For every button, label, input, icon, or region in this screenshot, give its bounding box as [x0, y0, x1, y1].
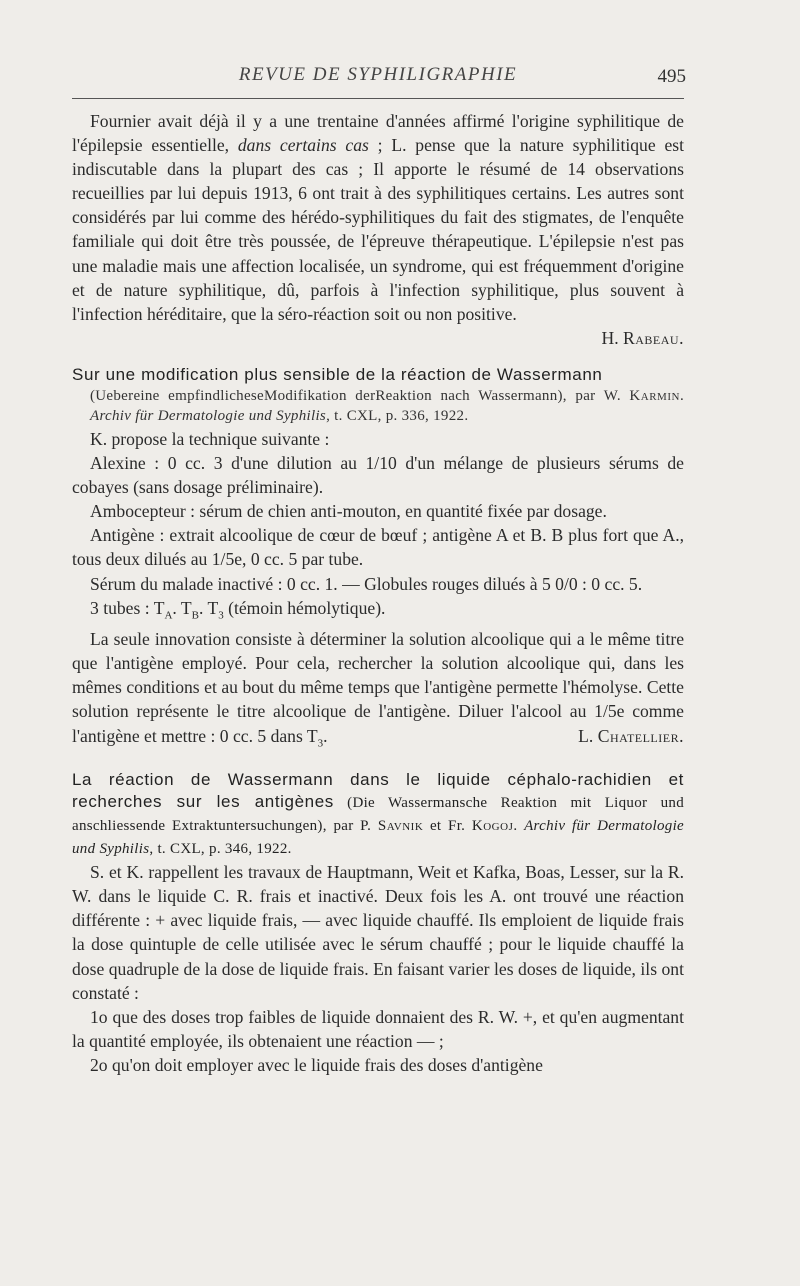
text: (Uebereine empfindlicheseModifikation derReaktion nach Wassermann), par W. [90, 387, 630, 404]
body-text [72, 109, 684, 1077]
text: Fournier avait déjà il y a une trentaine d'années affirmé l'origine syphilitique de l'épilepsie essentielle, [72, 111, 684, 156]
text: 3 tubes : T [90, 597, 165, 618]
paragraph: Alexine : 0 cc. 3 d'une dilution au 1/10 d'un mélange de plusieurs sérums de cobayes (sans dosage préliminaire). [72, 453, 684, 498]
text: . T [198, 597, 219, 618]
paragraph: Sérum du malade inactivé : 0 cc. 1. — Globules rouges dilués à 5 0/0 : 0 cc. 5. [90, 573, 643, 594]
text: . [513, 818, 525, 835]
signature [72, 326, 684, 350]
subscript: 3 [218, 609, 224, 622]
signature-initial: L. [578, 725, 598, 746]
paragraph: Antigène : extrait alcoolique de cœur de bœuf ; antigène A et B. B plus fort que A., tous deux dilués au 1/5e, 0 cc. 5 par tube. [72, 525, 684, 570]
title-text: La réaction de Wassermann dans le liquide céphalo-rachidien et recherches sur les antigènes [72, 770, 684, 812]
paragraph [72, 109, 684, 326]
signature [560, 724, 684, 748]
article-title [72, 769, 684, 860]
paragraph [72, 627, 684, 755]
signature-name: Rabeau. [623, 327, 684, 348]
journal: Archiv für Dermatologie und Syphilis [90, 408, 327, 425]
emphasis: dans certains cas [237, 135, 369, 156]
paragraph: K. propose la technique suivante : [90, 428, 330, 449]
page [72, 58, 684, 1077]
subscript: B [191, 609, 199, 622]
signature-name: Chatellier. [597, 725, 684, 746]
paragraph: S. et K. rappellent les travaux de Hauptmann, Weit et Kafka, Boas, Lesser, sur la R. W. dans le liquide C. R. frais et inactivé. Deux fois les A. ont trouvé une réaction différente : + avec liquide frais, — avec liquide chauffé. Ils emploient de liquide frais la dose quintuple de celle utilisée avec le sérum chauffé ; pour le liquide chauffé la dose quadruple de la dose de liquide frais. En faisant varier les doses de liquide, ils ont constaté : [72, 862, 684, 1003]
article-title: Sur une modification plus sensible de la réaction de Wassermann [72, 364, 603, 384]
paragraph: Ambocepteur : sérum de chien anti-mouton, en quantité fixée par dosage. [90, 501, 607, 522]
signature-initial: H. [601, 327, 624, 348]
page-number: 495 [657, 66, 686, 87]
paragraph: 1o que des doses trop faibles de liquide donnaient des R. W. +, et qu'en augmentant la quantité employée, ils obtenaient une réaction — ; [72, 1006, 684, 1051]
running-title: REVUE DE SYPHILIGRAPHIE [238, 64, 518, 85]
text: et Fr. [423, 818, 472, 835]
text: (Die Wassermansche Reaktion mit Liquor und anschliessende Extraktuntersuchungen), par P. [72, 795, 685, 835]
article-reference [72, 386, 684, 427]
paragraph: 2o qu'on doit employer avec le liquide frais des doses d'antigène [90, 1054, 543, 1075]
text: . [323, 725, 328, 746]
text: ; L. pense que la nature syphilitique est indiscutable dans la plupart des cas ; Il apporte le résumé de 14 observations recueillies par lui depuis 1913, 6 ont trait à des syphilitiques certains. Les autres sont considérés par lui comme des hérédo-syphilitiques du fait des stigmates, de l'enquête familiale qui doit être très poussée, de l'épreuve thérapeutique. L'épilepsie n'est pas une maladie mais une affection localisée, un syndrome, qui est fréquemment d'origine et de nature syphilitique, dû, parfois à l'infection syphilitique, plus souvent à l'infection héréditaire, que la séro-réaction soit ou non positive. [72, 135, 684, 324]
journal: Archiv für Dermatologie und Syphilis [72, 818, 684, 858]
author: Kogoj [471, 818, 514, 835]
text: . [679, 387, 684, 404]
subscript: 3 [317, 737, 324, 750]
author: Karmin [629, 387, 680, 404]
text: . T [172, 597, 192, 618]
paragraph [72, 596, 684, 628]
subscript: A [164, 609, 173, 622]
text: La seule innovation consiste à déterminer la solution alcoolique qui a le même titre que l'antigène employé. Pour cela, rechercher la solution alcoolique qui, dans les mêmes conditions et au bout du même temps que l'antigène permette l'hémolyse. Cette solution représente le titre alcoolique de l'antigène. Diluer l'alcool au 1/5e comme l'antigène et mettre : 0 cc. 5 dans T [72, 629, 684, 746]
running-head [72, 58, 684, 99]
text: , t. CXL, p. 336, 1922. [326, 408, 469, 425]
text: (témoin hémolytique). [223, 597, 386, 618]
author: Savnik [377, 818, 424, 835]
text: , t. CXL, p. 346, 1922. [149, 841, 292, 858]
